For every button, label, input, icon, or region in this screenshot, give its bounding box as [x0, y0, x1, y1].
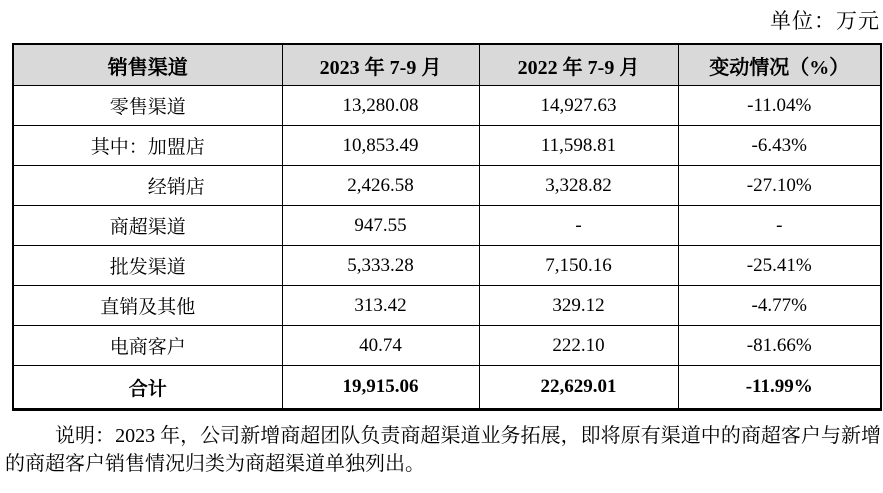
table-row-franchise	[13, 126, 881, 166]
header-2022-jul-sep: 2022 年 7-9 月	[479, 44, 678, 86]
table-row-retail	[13, 86, 881, 126]
channel-cell: 零售渠道	[13, 86, 282, 126]
value-2023-cell: 40.74	[282, 326, 479, 366]
value-2023-cell: 947.55	[282, 206, 479, 246]
value-2023-cell: 13,280.08	[282, 86, 479, 126]
channel-cell: 商超渠道	[13, 206, 282, 246]
value-2022-cell: 329.12	[479, 286, 678, 326]
channel-cell: 电商客户	[13, 326, 282, 366]
value-2022-cell: 14,927.63	[479, 86, 678, 126]
value-2023-cell: 5,333.28	[282, 246, 479, 286]
table-row-total	[13, 366, 881, 410]
table-header-row	[13, 44, 881, 86]
value-2023-cell: 2,426.58	[282, 166, 479, 206]
value-2022-cell: 3,328.82	[479, 166, 678, 206]
header-2023-jul-sep: 2023 年 7-9 月	[282, 44, 479, 86]
change-cell: -6.43%	[678, 126, 881, 166]
change-cell: -25.41%	[678, 246, 881, 286]
channel-cell: 经销店	[13, 166, 282, 206]
table-row-supermarket	[13, 206, 881, 246]
change-cell: -4.77%	[678, 286, 881, 326]
value-2022-cell: 7,150.16	[479, 246, 678, 286]
table-row-direct-sales	[13, 286, 881, 326]
change-cell: -11.04%	[678, 86, 881, 126]
change-cell: -	[678, 206, 881, 246]
value-2023-cell: 19,915.06	[282, 366, 479, 410]
sales-channel-table	[12, 43, 882, 411]
change-cell: -81.66%	[678, 326, 881, 366]
value-2022-cell: -	[479, 206, 678, 246]
value-2022-cell: 11,598.81	[479, 126, 678, 166]
channel-cell: 合计	[13, 366, 282, 410]
change-cell: -27.10%	[678, 166, 881, 206]
value-2023-cell: 313.42	[282, 286, 479, 326]
value-2022-cell: 22,629.01	[479, 366, 678, 410]
table-row-dealer	[13, 166, 881, 206]
channel-cell: 直销及其他	[13, 286, 282, 326]
channel-cell: 其中：加盟店	[13, 126, 282, 166]
unit-label: 单位：万元	[770, 9, 880, 33]
table-row-ecommerce	[13, 326, 881, 366]
value-2023-cell: 10,853.49	[282, 126, 479, 166]
header-change-pct: 变动情况（%）	[678, 44, 881, 86]
table-row-wholesale	[13, 246, 881, 286]
channel-cell: 批发渠道	[13, 246, 282, 286]
value-2022-cell: 222.10	[479, 326, 678, 366]
header-sales-channel: 销售渠道	[13, 44, 282, 86]
footnote: 说明：2023 年，公司新增商超团队负责商超渠道业务拓展，即将原有渠道中的商超客户与新增的商超客户销售情况归类为商超渠道单独列出。	[5, 425, 881, 475]
change-cell: -11.99%	[678, 366, 881, 410]
